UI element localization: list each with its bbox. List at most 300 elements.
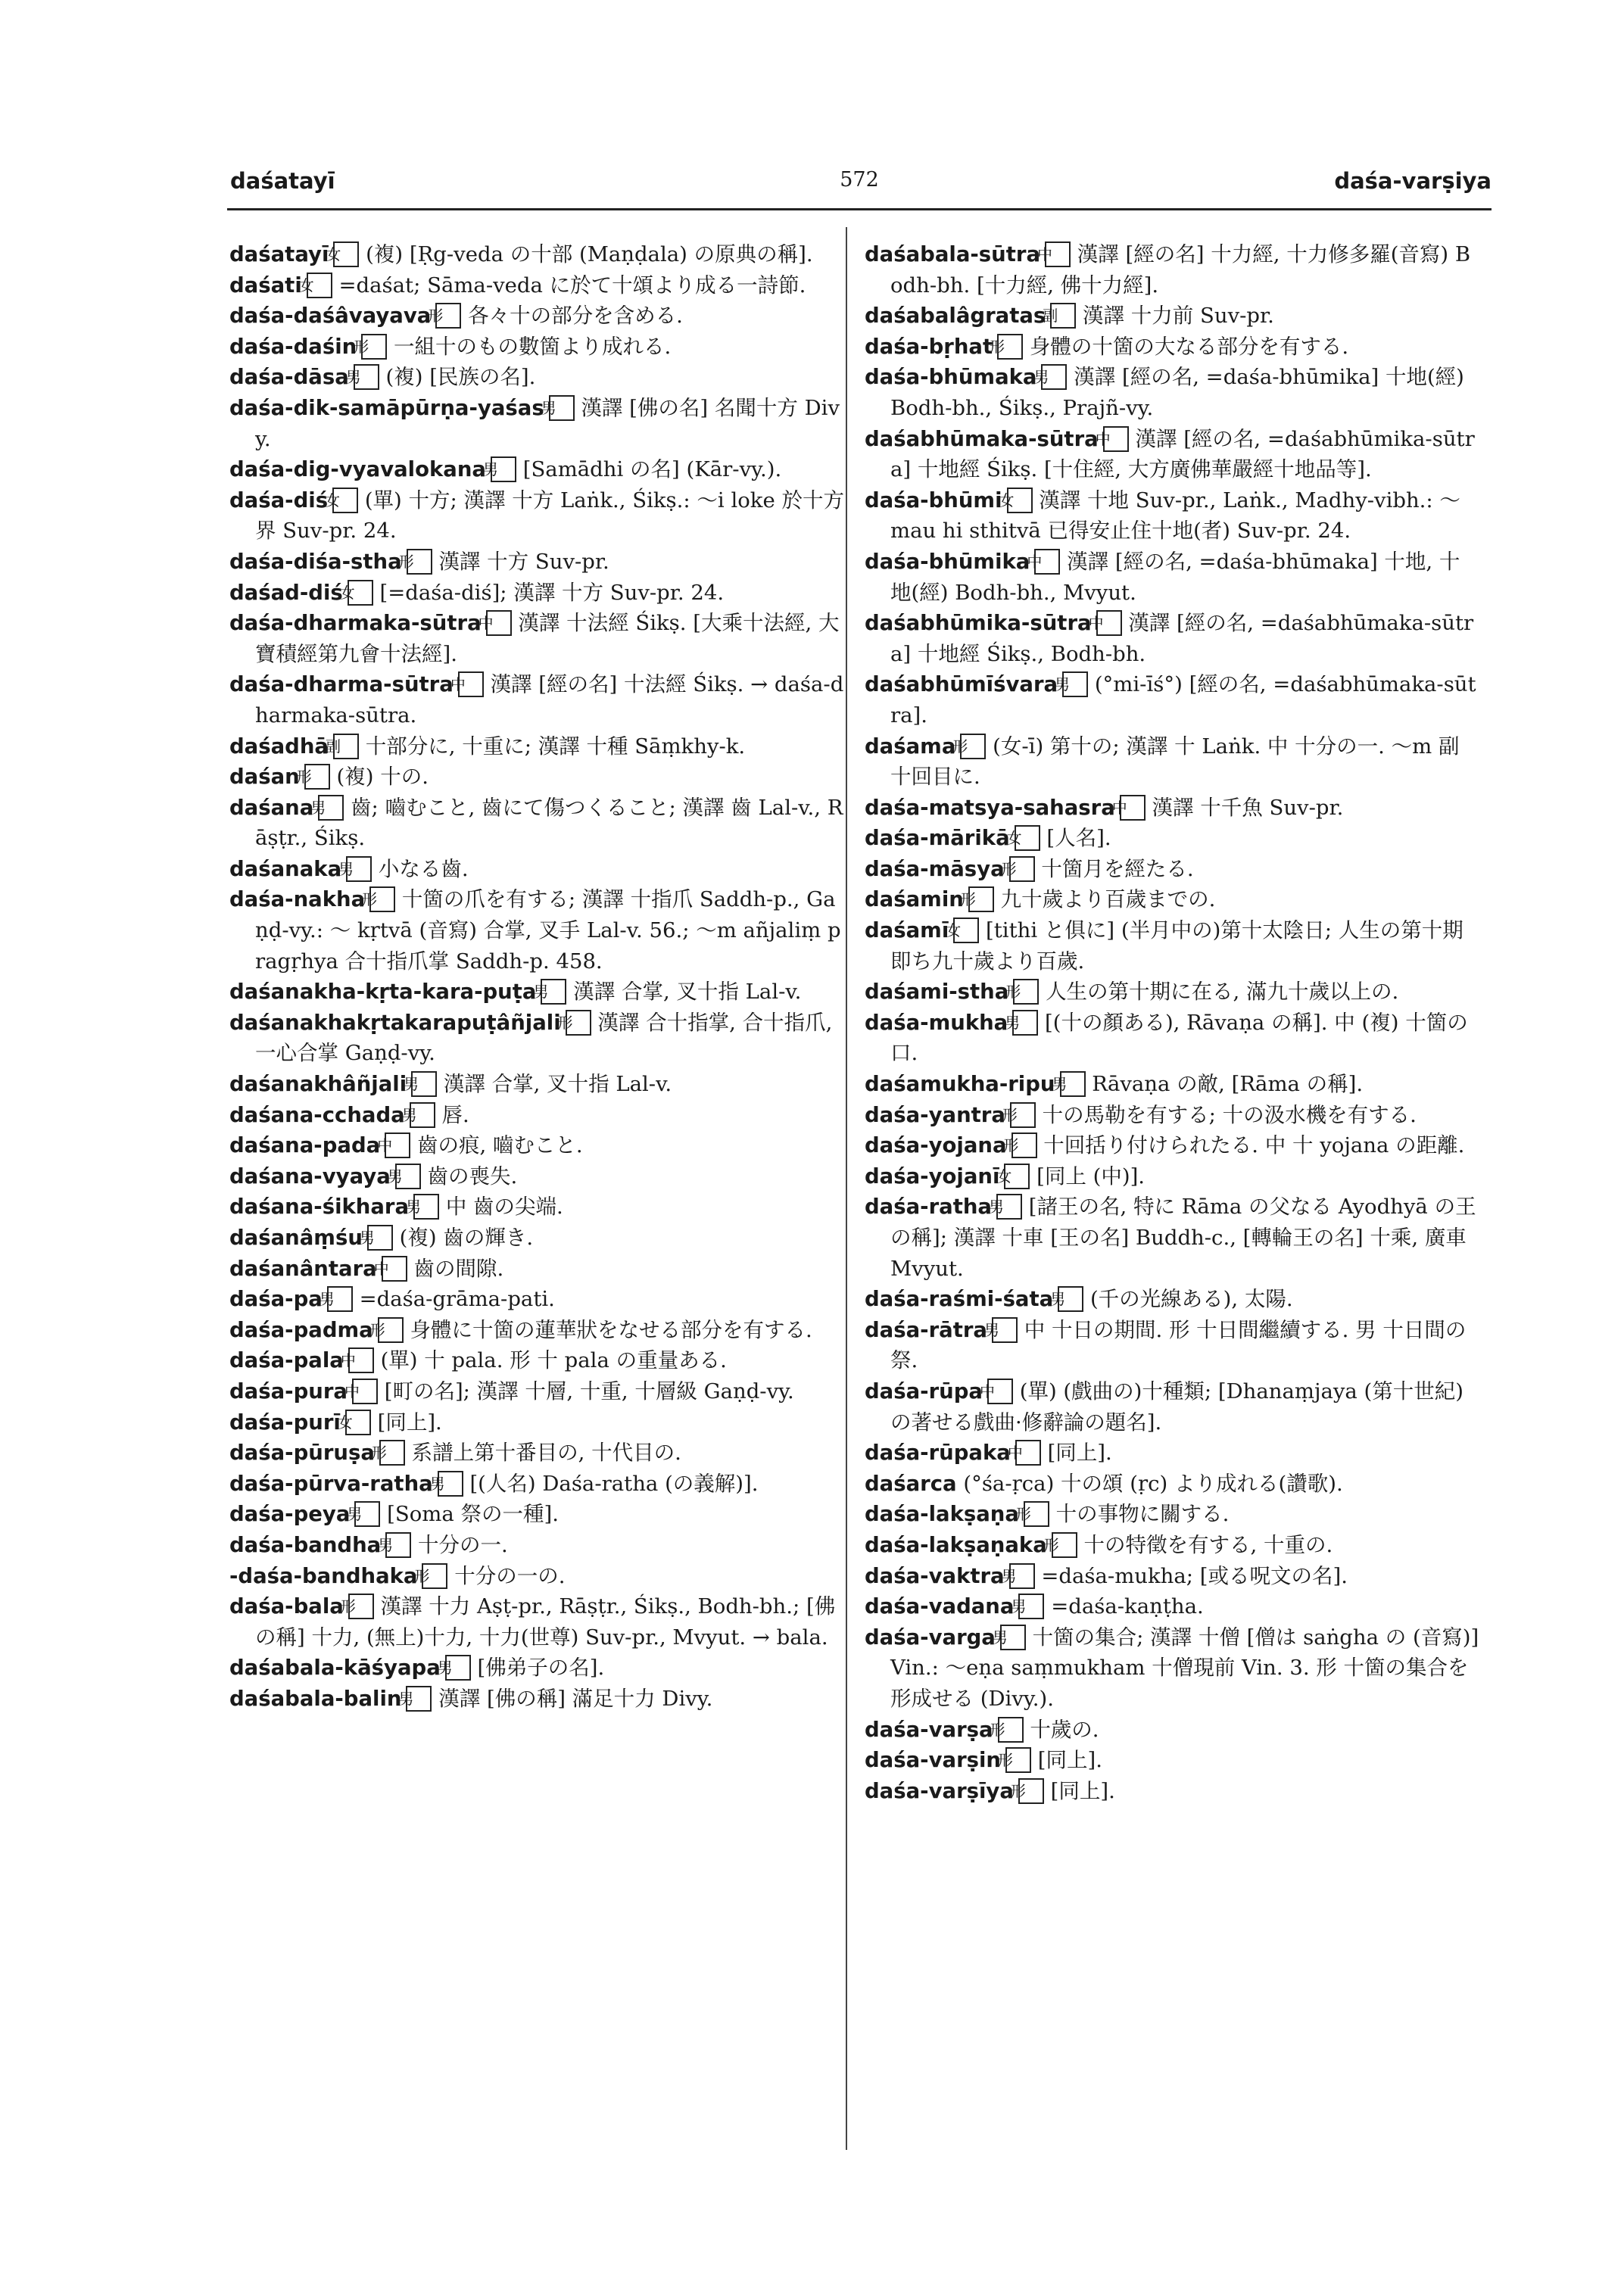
dictionary-entry xyxy=(229,239,844,270)
grammar-mark: 男 xyxy=(385,1532,411,1558)
entry-headword: daśanakhâñjali xyxy=(229,1072,407,1097)
entry-headword: daśa-mukha xyxy=(865,1010,1008,1035)
entry-definition: [tithi と俱に] (半月中の)第十太陰日; 人生の第十期即ち九十歲より百歲. xyxy=(890,918,1463,974)
dictionary-entry xyxy=(229,1653,844,1684)
page-number: 572 xyxy=(840,168,879,192)
grammar-mark: 形 xyxy=(997,334,1023,360)
entry-headword: daśa-rātra xyxy=(865,1317,987,1342)
grammar-mark: 男 xyxy=(406,1686,432,1712)
grammar-mark: 女 xyxy=(953,918,979,943)
entry-headword: daśanântara xyxy=(229,1256,377,1281)
entry-headword: daśamī xyxy=(865,918,949,943)
entry-headword: daśa-diśa-stha xyxy=(229,549,402,574)
entry-headword: daśa-peya xyxy=(229,1502,351,1527)
dictionary-entry xyxy=(229,1254,844,1285)
entry-headword: daśa-daśin xyxy=(229,334,357,359)
grammar-mark: 男 xyxy=(1058,1286,1083,1312)
entry-headword: daśanakha-kṛta-kara-puṭa xyxy=(229,980,537,1005)
entry-headword: daśa-bala xyxy=(229,1594,344,1619)
entry-headword: daśa-bhūmika xyxy=(865,549,1030,574)
dictionary-entry xyxy=(229,1530,844,1561)
entry-definition: 一組十のもの數箇より成れる. xyxy=(393,334,672,359)
entry-headword: daśana xyxy=(229,795,314,820)
grammar-mark: 女 xyxy=(1004,1164,1030,1189)
entry-definition: [同上]. xyxy=(1047,1441,1112,1466)
grammar-mark: 形 xyxy=(1010,1102,1036,1128)
entry-definition: 漢譯 十力前 Suv-pr. xyxy=(1083,304,1274,329)
entry-headword: daśa-dharma-sūtra xyxy=(229,672,454,697)
entry-headword: daśadhā xyxy=(229,734,329,759)
grammar-mark: 男 xyxy=(1009,1563,1035,1589)
grammar-mark: 副 xyxy=(333,734,359,759)
entry-definition: 漢譯 十千魚 Suv-pr. xyxy=(1152,795,1344,820)
dictionary-entry xyxy=(865,1008,1479,1069)
entry-headword: daśa-māsya xyxy=(865,856,1005,881)
grammar-mark: 男 xyxy=(346,856,372,882)
grammar-mark: 男 xyxy=(541,979,566,1005)
grammar-mark: 中 xyxy=(382,1256,407,1282)
dictionary-entry xyxy=(865,1622,1479,1715)
entry-definition: 漢譯 [佛の稱] 滿足十力 Divy. xyxy=(438,1686,713,1711)
dictionary-entry xyxy=(865,669,1479,731)
entry-headword: daśana-cchada xyxy=(229,1102,405,1127)
grammar-mark: 中 xyxy=(1034,549,1060,575)
entry-definition: 系譜上第十番目の, 十代目の. xyxy=(411,1441,681,1466)
entry-headword: daśa-varṣa xyxy=(865,1717,993,1742)
entry-definition: (千の光線ある), 太陽. xyxy=(1089,1287,1293,1312)
grammar-mark: 女 xyxy=(345,1410,371,1435)
dictionary-entry xyxy=(865,1130,1479,1161)
grammar-mark: 男 xyxy=(367,1225,393,1251)
entry-headword: daśa-pura xyxy=(229,1379,348,1404)
dictionary-entry xyxy=(229,1591,844,1653)
dictionary-entry xyxy=(229,1161,844,1192)
entry-definition: [(人名) Daśa-ratha (の義解)]. xyxy=(469,1471,759,1496)
entry-headword: daśa-varṣin xyxy=(865,1748,1001,1773)
dictionary-entry xyxy=(865,1315,1479,1376)
dictionary-entry xyxy=(229,854,844,885)
entry-headword: daśati xyxy=(229,273,302,298)
dictionary-entry xyxy=(229,1008,844,1069)
entry-definition: 小なる齒. xyxy=(378,856,469,881)
grammar-mark: 形 xyxy=(378,1317,404,1343)
grammar-mark: 副 xyxy=(1050,303,1076,329)
entry-headword: daśa-yojanī xyxy=(865,1164,1000,1189)
entry-definition: 十分の一の. xyxy=(454,1563,566,1588)
entry-headword: daśa-matsya-sahasra xyxy=(865,795,1115,820)
entry-definition: (單) 十方; 漢譯 十方 Laṅk., Śikṣ.: ～i loke 於十方界 Suv-pr. 24. xyxy=(255,488,844,544)
dictionary-entry xyxy=(865,1438,1479,1469)
grammar-mark: 男 xyxy=(354,1501,380,1527)
entry-headword: daśa-bandha xyxy=(229,1532,382,1557)
grammar-mark: 形 xyxy=(1024,1501,1049,1527)
entry-headword: daśa-pa xyxy=(229,1287,323,1312)
dictionary-entry xyxy=(865,1100,1479,1131)
grammar-mark: 男 xyxy=(413,1194,439,1220)
entry-definition: (複) [Ṛg-veda の十部 (Maṇḍala) の原典の稱]. xyxy=(366,242,813,266)
running-head-left: daśatayī xyxy=(230,168,335,194)
grammar-mark: 形 xyxy=(960,734,986,759)
entry-definition: =daśat; Sāma-veda に於て十頌より成る一詩節. xyxy=(338,273,806,298)
dictionary-entry xyxy=(865,1499,1479,1530)
grammar-mark: 男 xyxy=(411,1071,437,1097)
grammar-mark: 男 xyxy=(1018,1594,1044,1619)
entry-definition: 身體に十箇の蓮華狀をなせる部分を有する. xyxy=(410,1317,812,1342)
entry-headword: daśama xyxy=(865,734,956,759)
grammar-mark: 形 xyxy=(361,334,387,360)
grammar-mark: 中 xyxy=(1015,1440,1041,1466)
grammar-mark: 形 xyxy=(566,1010,591,1036)
entry-headword: daśa-yantra xyxy=(865,1102,1005,1127)
dictionary-entry xyxy=(865,485,1479,547)
entry-definition: 十の事物に關する. xyxy=(1055,1502,1230,1527)
entry-definition: (複) 十の. xyxy=(336,765,429,790)
grammar-mark: 男 xyxy=(410,1102,435,1128)
grammar-mark: 中 xyxy=(458,671,484,697)
entry-definition: (°śa-ṛca) 十の頌 (ṛc) より成れる(讚歌). xyxy=(963,1471,1343,1496)
entry-definition: [=daśa-diś]; 漢譯 十方 Suv-pr. 24. xyxy=(379,580,725,605)
dictionary-entry xyxy=(865,854,1479,885)
grammar-mark: 男 xyxy=(1000,1625,1026,1650)
entry-headword: daśa-diś xyxy=(229,488,329,512)
grammar-mark: 形 xyxy=(1011,1132,1037,1158)
dictionary-entry xyxy=(865,1776,1479,1807)
entry-headword: daśa-purī xyxy=(229,1410,341,1435)
grammar-mark: 男 xyxy=(327,1286,353,1312)
dictionary-entry xyxy=(229,608,844,669)
dictionary-entry xyxy=(229,1192,844,1223)
entry-headword: daśami-stha xyxy=(865,980,1009,1005)
dictionary-entry xyxy=(229,547,844,578)
entry-headword: daśa-dāsa xyxy=(229,365,349,390)
entry-headword: daśamin xyxy=(865,887,964,912)
entry-headword: daśabhūmaka-sūtra xyxy=(865,426,1099,451)
grammar-mark: 中 xyxy=(987,1379,1013,1404)
entry-definition: =daśa-kaṇṭha. xyxy=(1051,1594,1204,1619)
dictionary-entry xyxy=(229,1223,844,1254)
grammar-mark: 中 xyxy=(1103,426,1129,452)
grammar-mark: 男 xyxy=(491,456,516,482)
dictionary-entry xyxy=(229,485,844,547)
entry-definition: 齒; 嚙むこと, 齒にて傷つくること; 漢譯 齒 Lal-v., Rāṣṭr., Śikṣ. xyxy=(255,795,843,851)
entry-headword: daśa-dharmaka-sūtra xyxy=(229,611,482,636)
header-rule xyxy=(227,208,1492,210)
dictionary-entry xyxy=(229,1345,844,1376)
entry-definition: (單) 十 pala. 形 十 pala の重量ある. xyxy=(380,1348,727,1373)
dictionary-entry xyxy=(865,1715,1479,1746)
entry-definition: 漢譯 [經の名, =daśa-bhūmika] 十地(經) Bodh-bh., Śikṣ., Prajñ-vy. xyxy=(890,365,1464,420)
grammar-mark: 形 xyxy=(379,1440,405,1466)
entry-definition: 漢譯 合掌, 叉十指 Lal-v. xyxy=(573,980,802,1005)
grammar-mark: 形 xyxy=(998,1717,1024,1743)
grammar-mark: 中 xyxy=(385,1132,410,1158)
entry-definition: 十部分に, 十重に; 漢譯 十種 Sāṃkhy-k. xyxy=(365,734,746,759)
left-column xyxy=(229,239,844,1715)
entry-headword: daśana-vyaya xyxy=(229,1164,391,1189)
entry-definition: 齒の喪失. xyxy=(427,1164,518,1189)
grammar-mark: 形 xyxy=(1009,856,1035,882)
grammar-mark: 男 xyxy=(992,1317,1018,1343)
dictionary-entry xyxy=(865,1561,1479,1592)
grammar-mark: 中 xyxy=(486,610,512,636)
entry-headword: daśa-nakha xyxy=(229,887,366,912)
entry-headword: daśanakhakṛtakarapuṭâñjali xyxy=(229,1010,561,1035)
dictionary-entry xyxy=(229,332,844,363)
entry-definition: [Samādhi の名] (Kār-vy.). xyxy=(522,457,782,482)
entry-definition: 十箇月を經たる. xyxy=(1041,856,1194,881)
entry-definition: 漢譯 十方 Suv-pr. xyxy=(438,549,609,574)
dictionary-entry xyxy=(229,793,844,854)
entry-definition: 十分の一. xyxy=(417,1532,508,1557)
grammar-mark: 形 xyxy=(1018,1778,1044,1804)
entry-definition: [Soma 祭の一種]. xyxy=(387,1502,559,1527)
grammar-mark: 女 xyxy=(333,241,359,267)
dictionary-entry xyxy=(865,915,1479,977)
entry-headword: daśa-mārikā xyxy=(865,826,1010,851)
grammar-mark: 男 xyxy=(318,795,344,821)
grammar-mark: 形 xyxy=(348,1594,374,1619)
entry-definition: 漢譯 [經の名] 十力經, 十力修多羅(音寫) Bodh-bh. [十力經, 佛十力經]. xyxy=(890,242,1471,298)
dictionary-entry xyxy=(865,793,1479,824)
entry-headword: daśanâṃśu xyxy=(229,1226,363,1250)
entry-headword: daśatayī xyxy=(229,242,329,266)
entry-definition: [同上]. xyxy=(1037,1748,1102,1773)
entry-headword: daśa-dik-samāpūrṇa-yaśas xyxy=(229,395,544,420)
dictionary-entry xyxy=(865,1192,1479,1284)
dictionary-entry xyxy=(229,762,844,793)
entry-headword: daśabala-balin xyxy=(229,1686,402,1711)
grammar-mark: 男 xyxy=(1062,671,1088,697)
entry-definition: 十箇の集合; 漢譯 十僧 [僧は saṅgha の (音寫)] Vin.: ～eṇa saṃmukham 十僧現前 Vin. 3. 形 十箇の集合を形成せる (Divy.). xyxy=(890,1625,1479,1711)
dictionary-entry xyxy=(865,884,1479,915)
grammar-mark: 中 xyxy=(348,1347,374,1373)
entry-headword: daśa-varga xyxy=(865,1625,996,1650)
entry-headword: daśa-pūruṣa xyxy=(229,1441,375,1466)
dictionary-entry xyxy=(865,1284,1479,1315)
entry-definition: 各々十の部分を含める. xyxy=(468,304,683,329)
dictionary-entry xyxy=(865,1530,1479,1561)
entry-headword: daśa-rūpa xyxy=(865,1379,983,1404)
grammar-mark: 形 xyxy=(304,764,330,790)
entry-definition: 人生の第十期に在る, 滿九十歲以上の. xyxy=(1046,980,1399,1005)
entry-definition: =daśa-mukha; [或る呪文の名]. xyxy=(1041,1563,1348,1588)
entry-definition: 九十歲より百歲までの. xyxy=(1000,887,1216,912)
entry-headword: daśana-pada xyxy=(229,1133,381,1158)
entry-headword: daśa-lakṣaṇa xyxy=(865,1502,1019,1527)
entry-headword: daśa-bhūmi xyxy=(865,488,1002,512)
entry-definition: (複) [民族の名]. xyxy=(385,365,536,390)
entry-definition: (複) 齒の輝き. xyxy=(399,1226,534,1250)
dictionary-entry xyxy=(865,301,1479,332)
entry-headword: daśa-pala xyxy=(229,1348,344,1373)
dictionary-entry xyxy=(865,547,1479,608)
entry-headword: daśabala-sūtra xyxy=(865,242,1041,266)
dictionary-entry xyxy=(229,1561,844,1592)
entry-headword: daśa-raśmi-śata xyxy=(865,1287,1054,1312)
entry-definition: 齒の痕, 嚙むこと. xyxy=(416,1133,583,1158)
dictionary-entry xyxy=(865,332,1479,363)
entry-headword: daśa-lakṣaṇaka xyxy=(865,1532,1047,1557)
dictionary-entry xyxy=(229,1684,844,1715)
dictionary-entry xyxy=(229,1315,844,1346)
entry-definition: 漢譯 [經の名, =daśabhūmaka-sūtra] 十地經 Śikṣ., Bodh-bh. xyxy=(890,611,1474,666)
entry-headword: daśa-daśâvayava xyxy=(229,304,432,329)
dictionary-entry xyxy=(229,1499,844,1530)
grammar-mark: 形 xyxy=(1013,979,1039,1005)
dictionary-entry xyxy=(865,977,1479,1008)
dictionary-entry xyxy=(865,424,1479,485)
entry-headword: daśana-śikhara xyxy=(229,1195,410,1220)
dictionary-entry xyxy=(229,1130,844,1161)
entry-headword: daśa-vaktra xyxy=(865,1563,1005,1588)
entry-definition: 十回括り付けられたる. 中 十 yojana の距離. xyxy=(1043,1133,1465,1158)
entry-definition: 漢譯 [經の名, =daśa-bhūmaka] 十地, 十地(經) Bodh-bh., Mvyut. xyxy=(890,549,1460,605)
grammar-mark: 中 xyxy=(352,1379,378,1404)
grammar-mark: 男 xyxy=(354,364,379,390)
entry-definition: =daśa-grāma-pati. xyxy=(359,1287,555,1312)
entry-headword: daśa-vadana xyxy=(865,1594,1015,1619)
dictionary-entry xyxy=(865,1376,1479,1438)
dictionary-entry xyxy=(229,1100,844,1131)
entry-definition: (單) (戲曲の)十種類; [Dhanaṃjaya (第十世紀)の著せる戲曲·修辭論の題名]. xyxy=(890,1379,1463,1435)
dictionary-entry xyxy=(229,578,844,609)
entry-definition: (女-ī) 第十の; 漢譯 十 Laṅk. 中 十分の一. ～m 副 十回目に. xyxy=(890,734,1460,790)
grammar-mark: 形 xyxy=(968,886,994,912)
entry-headword: daśa-padma xyxy=(229,1317,373,1342)
dictionary-entry xyxy=(865,1161,1479,1192)
grammar-mark: 男 xyxy=(549,395,575,421)
grammar-mark: 女 xyxy=(1015,825,1040,851)
grammar-mark: 形 xyxy=(369,886,395,912)
grammar-mark: 中 xyxy=(1120,795,1146,821)
entry-headword: daśamukha-ripu xyxy=(865,1072,1055,1097)
dictionary-entry xyxy=(865,362,1479,423)
entry-headword: daśa-rūpaka xyxy=(865,1441,1011,1466)
grammar-mark: 女 xyxy=(332,488,358,513)
dictionary-entry xyxy=(865,1591,1479,1622)
dictionary-entry xyxy=(229,1284,844,1315)
dictionary-entry xyxy=(229,731,844,762)
dictionary-entry xyxy=(229,270,844,301)
dictionary-entry xyxy=(865,1069,1479,1100)
entry-definition: [同上]. xyxy=(1050,1778,1115,1803)
entry-headword: daśa-yojana xyxy=(865,1133,1007,1158)
entry-headword: daśan xyxy=(229,765,300,790)
entry-definition: 十の特徵を有する, 十重の. xyxy=(1083,1532,1333,1557)
entry-definition: [諸王の名, 特に Rāma の父なる Ayodhyā の王の稱]; 漢譯 十車 [王の名] Buddh-c., [轉輪王の名] 十乘, 廣車 Mvyut. xyxy=(890,1195,1476,1281)
entry-headword: daśa-pūrva-ratha xyxy=(229,1471,433,1496)
dictionary-entry xyxy=(229,1376,844,1407)
grammar-mark: 形 xyxy=(1005,1747,1031,1773)
dictionary-entry xyxy=(229,977,844,1008)
grammar-mark: 男 xyxy=(438,1471,463,1497)
entry-definition: 漢譯 合掌, 叉十指 Lal-v. xyxy=(443,1072,672,1097)
entry-headword: daśabala-kāśyapa xyxy=(229,1656,441,1681)
grammar-mark: 男 xyxy=(1041,364,1067,390)
entry-definition: [町の名]; 漢譯 十層, 十重, 十層級 Gaṇḍ-vy. xyxy=(384,1379,794,1404)
grammar-mark: 男 xyxy=(1060,1071,1086,1097)
entry-definition: 中 十日の期間. 形 十日間繼續する. 男 十日間の祭. xyxy=(890,1317,1467,1373)
entry-headword: daśa-dig-vyavalokana xyxy=(229,457,486,482)
grammar-mark: 男 xyxy=(445,1655,471,1681)
entry-headword: daśabhūmika-sūtra xyxy=(865,611,1092,636)
entry-definition: 十の馬勒を有する; 十の汲水機を有する. xyxy=(1042,1102,1417,1127)
entry-headword: daśa-bṛhat xyxy=(865,334,993,359)
entry-definition: [同上]. xyxy=(377,1410,442,1435)
entry-definition: [佛弟子の名]. xyxy=(477,1656,605,1681)
grammar-mark: 女 xyxy=(307,273,332,298)
entry-headword: daśabalâgratas xyxy=(865,304,1046,329)
grammar-mark: 形 xyxy=(435,303,461,329)
running-head-right: daśa-varṣiya xyxy=(1334,168,1492,194)
dictionary-entry xyxy=(229,1438,844,1469)
dictionary-entry xyxy=(865,823,1479,854)
dictionary-entry xyxy=(865,1745,1479,1776)
entry-definition: Rāvaṇa の敵, [Rāma の稱]. xyxy=(1092,1072,1364,1097)
dictionary-entry xyxy=(229,1407,844,1438)
grammar-mark: 形 xyxy=(1052,1532,1077,1558)
entry-headword: daśabhūmīśvara xyxy=(865,672,1058,697)
dictionary-entry xyxy=(865,1469,1479,1500)
grammar-mark: 中 xyxy=(1096,610,1122,636)
dictionary-entry xyxy=(229,393,844,454)
entry-headword: daśa-bhūmaka xyxy=(865,365,1037,390)
entry-definition: 唇. xyxy=(441,1102,469,1127)
entry-definition: 齒の間隙. xyxy=(413,1256,504,1281)
entry-headword: daśa-varṣīya xyxy=(865,1778,1014,1803)
column-divider xyxy=(846,227,847,2150)
dictionary-entry xyxy=(229,884,844,977)
dictionary-entry xyxy=(865,239,1479,301)
entry-definition: 漢譯 十法經 Śikṣ. [大乘十法經, 大寶積經第九會十法經]. xyxy=(255,611,840,666)
dictionary-entry xyxy=(229,669,844,731)
grammar-mark: 女 xyxy=(348,580,373,606)
entry-headword: daśa-ratha xyxy=(865,1195,992,1220)
dictionary-entry xyxy=(229,454,844,485)
grammar-mark: 男 xyxy=(1012,1010,1038,1036)
page-header xyxy=(227,168,1492,206)
entry-definition: 漢譯 [經の名] 十法經 Śikṣ. → daśa-dharmaka-sūtra. xyxy=(255,672,844,727)
entry-definition: 身體の十箇の大なる部分を有する. xyxy=(1029,334,1349,359)
entry-definition: 漢譯 十力 Aṣṭ-pr., Rāṣṭr., Śikṣ., Bodh-bh.; [佛の稱] 十力, (無上)十力, 十力(世尊) Suv-pr., Mvyut. → bala. xyxy=(255,1594,836,1650)
grammar-mark: 形 xyxy=(422,1563,447,1589)
entry-definition: [(十の顏ある), Rāvaṇa の稱]. 中 (複) 十箇の口. xyxy=(890,1010,1468,1066)
grammar-mark: 男 xyxy=(395,1164,421,1189)
dictionary-entry xyxy=(229,1469,844,1500)
entry-headword: daśarca xyxy=(865,1471,957,1496)
entry-headword: daśad-diś xyxy=(229,580,343,605)
right-column xyxy=(865,239,1479,1806)
entry-headword: daśanaka xyxy=(229,856,342,881)
dictionary-entry xyxy=(865,608,1479,669)
dictionary-entry xyxy=(229,1069,844,1100)
grammar-mark: 中 xyxy=(1045,241,1071,267)
entry-definition: 十箇の爪を有する; 漢譯 十指爪 Saddh-p., Gaṇḍ-vy.: ～ kṛtvā (音寫) 合掌, 叉手 Lal-v. 56.; ～m añjaliṃ pragṛhya 合十指爪掌 Saddh-p. 458. xyxy=(255,887,841,974)
grammar-mark: 形 xyxy=(407,549,432,575)
entry-definition: 中 齒の尖端. xyxy=(445,1195,563,1220)
entry-definition: 十歲の. xyxy=(1030,1717,1099,1742)
grammar-mark: 女 xyxy=(1007,488,1033,513)
entry-definition: 漢譯 十地 Suv-pr., Laṅk., Madhy-vibh.: ～mau hi sthitvā 已得安止住十地(者) Suv-pr. 24. xyxy=(890,488,1460,544)
entry-definition: 漢譯 合十指掌, 合十指爪, 一心合掌 Gaṇḍ-vy. xyxy=(255,1010,833,1066)
entry-definition: 漢譯 [佛の名] 名聞十方 Divy. xyxy=(255,395,840,451)
dictionary-entry xyxy=(865,731,1479,793)
dictionary-entry xyxy=(229,301,844,332)
entry-definition: 漢譯 [經の名, =daśabhūmika-sūtra] 十地經 Śikṣ. [十住經, 大方廣佛華嚴經十地品等]. xyxy=(890,426,1475,482)
grammar-mark: 男 xyxy=(996,1194,1022,1220)
entry-definition: [人名]. xyxy=(1046,826,1111,851)
entry-definition: (°mi-īś°) [經の名, =daśabhūmaka-sūtra]. xyxy=(890,672,1476,727)
